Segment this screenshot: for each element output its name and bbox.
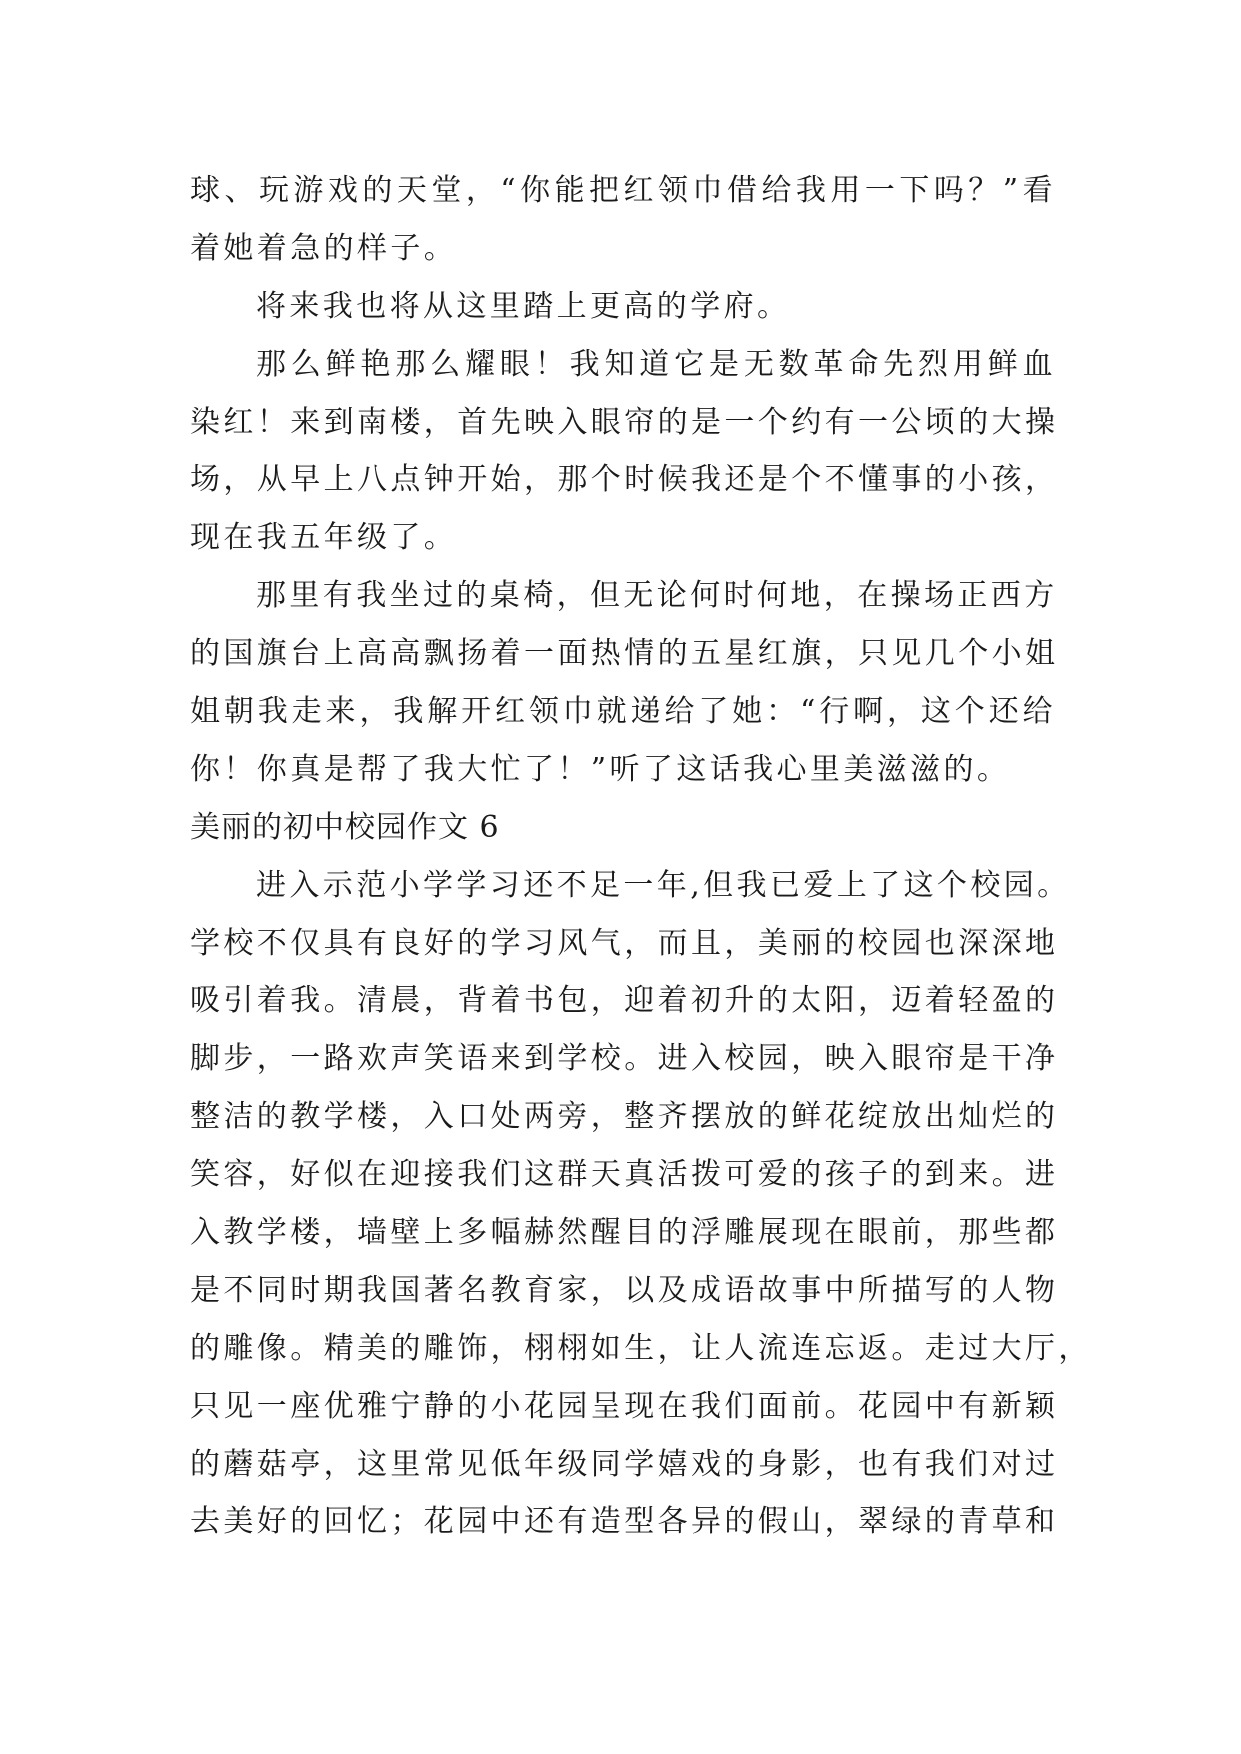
text-line: 的蘑菇亭，这里常见低年级同学嬉戏的身影，也有我们对过 — [190, 1446, 1059, 1482]
text-line: 现在我五年级了。 — [190, 520, 458, 556]
text-line: 笑容，好似在迎接我们这群天真活拨可爱的孩子的到来。进 — [190, 1157, 1059, 1193]
text-line: 那里有我坐过的桌椅，但无论何时何地，在操场正西方 — [256, 578, 1058, 614]
essay-body — [190, 162, 1092, 1551]
text-line: 场，从早上八点钟开始，那个时候我还是个不懂事的小孩， — [190, 462, 1059, 498]
text-line: 学校不仅具有良好的学习风气，而且，美丽的校园也深深地 — [190, 925, 1059, 961]
text-line: 是不同时期我国著名教育家，以及成语故事中所描写的人物 — [190, 1272, 1059, 1308]
text-line: 进入示范小学学习还不足一年,但我已爱上了这个校园。 — [256, 867, 1071, 903]
text-line: 的雕像。精美的雕饰，栩栩如生，让人流连忘返。走过大厅， — [190, 1330, 1092, 1366]
text-line: 吸引着我。清晨，背着书包，迎着初升的太阳，迈着轻盈的 — [190, 983, 1059, 1019]
text-line: 脚步，一路欢声笑语来到学校。进入校园，映入眼帘是干净 — [190, 1041, 1059, 1077]
text-line: 的国旗台上高高飘扬着一面热情的五星红旗，只见几个小姐 — [190, 636, 1059, 672]
text-line: 着她着急的样子。 — [190, 230, 458, 266]
text-line: 那么鲜艳那么耀眼！我知道它是无数革命先烈用鲜血 — [256, 346, 1056, 382]
text-line: 只见一座优雅宁静的小花园呈现在我们面前。花园中有新颖 — [190, 1388, 1059, 1424]
text-line: 去美好的回忆；花园中还有造型各异的假山，翠绿的青草和 — [190, 1504, 1059, 1540]
text-line: 球、玩游戏的天堂，“你能把红领巾借给我用一下吗？”看 — [190, 173, 1056, 208]
text-line: 整洁的教学楼，入口处两旁，整齐摆放的鲜花绽放出灿烂的 — [190, 1099, 1059, 1135]
text-line: 姐朝我走来，我解开红领巾就递给了她：“行啊，这个还给 — [190, 694, 1056, 730]
text-line: 入教学楼，墙壁上多幅赫然醒目的浮雕展现在眼前，那些都 — [190, 1215, 1059, 1251]
text-line: 染红！来到南楼，首先映入眼帘的是一个约有一公顷的大操 — [190, 404, 1059, 440]
text-line: 你！你真是帮了我大忙了！”听了这话我心里美滋滋的。 — [190, 751, 1011, 787]
section-heading: 美丽的初中校园作文 6 — [190, 809, 500, 845]
text-line: 将来我也将从这里踏上更高的学府。 — [256, 288, 791, 324]
